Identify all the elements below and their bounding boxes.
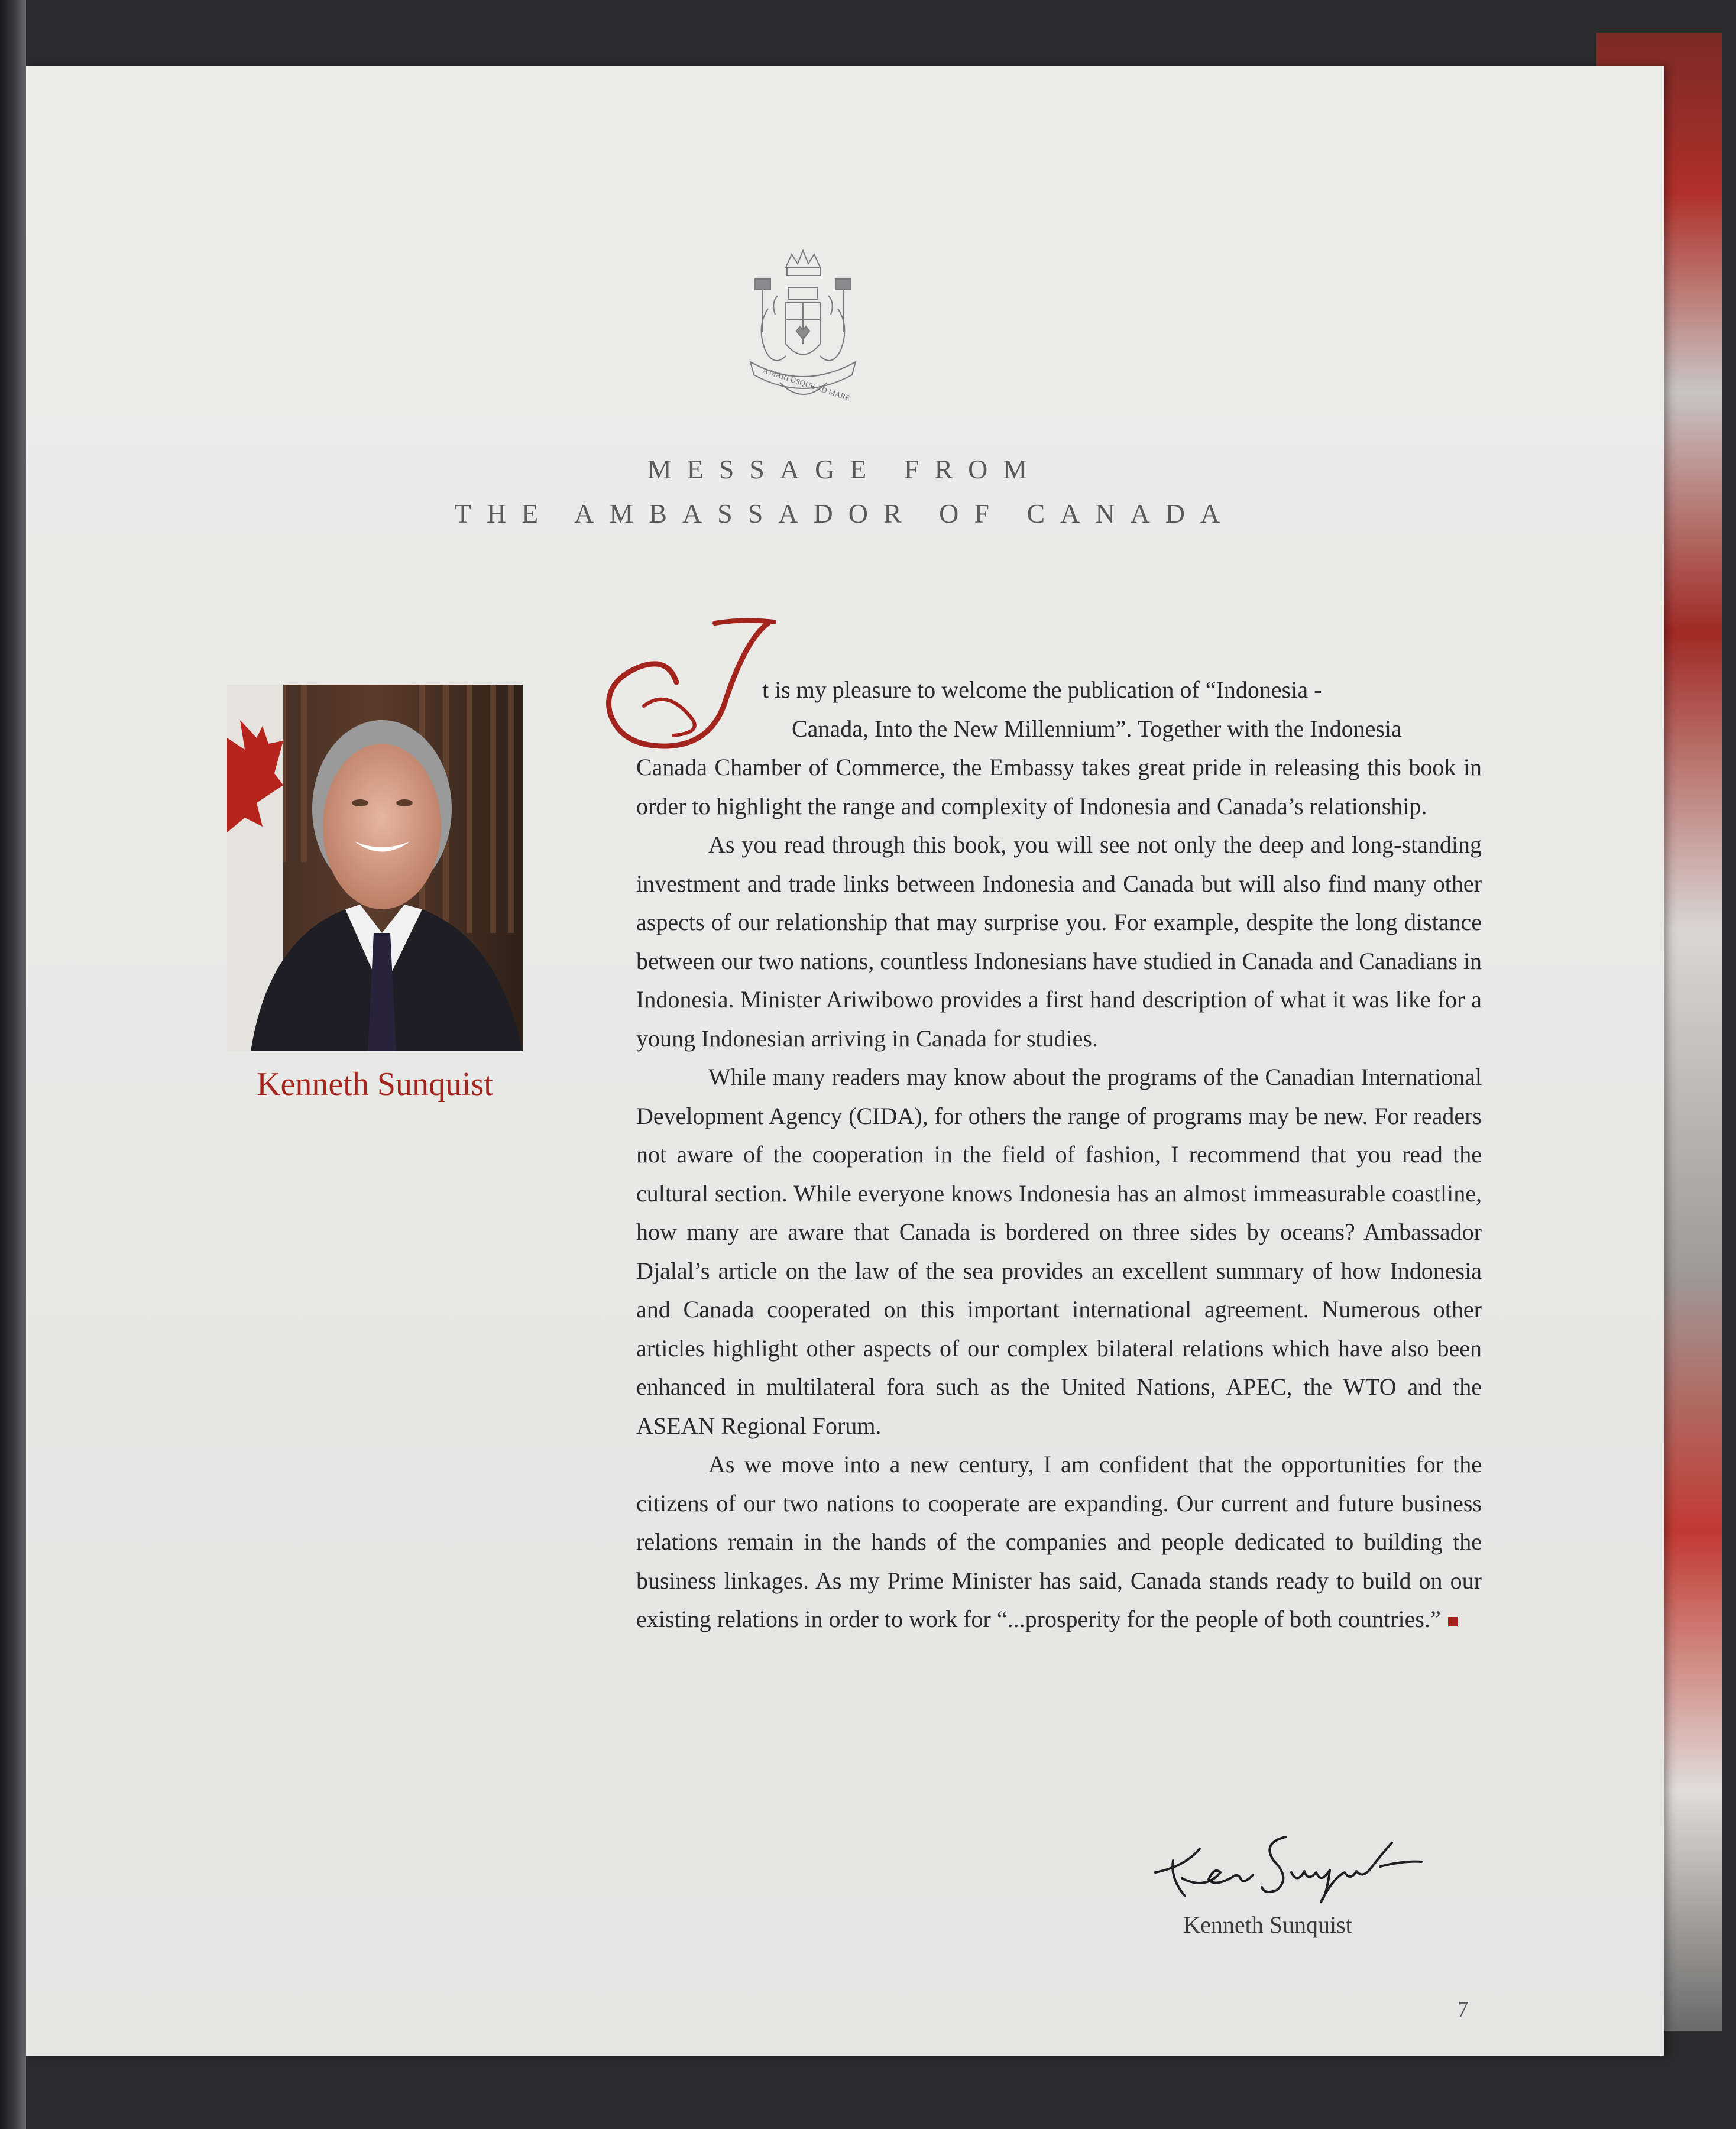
- letter-body: [636, 670, 1482, 1639]
- canada-coat-of-arms-icon: [739, 244, 867, 415]
- end-mark-icon: [1448, 1617, 1458, 1626]
- page-number: 7: [1457, 1997, 1469, 2022]
- book-page: [26, 66, 1664, 2056]
- letter-paragraph-3: While many readers may know about the programs of the Canadian International Development Agency (CIDA), for others the range of programs may be new. For readers not aware of the cooperation in the field of fashion, I recommend that you read the cultural section. While everyone knows Indonesia has an almost immeasurable coastline, how many are aware that Canada is bordered on three sides by oceans? Ambassador Djalal’s article on the law of the sea provides an excellent summary of how Indonesia and Canada cooperated on this important international agreement. Numerous other articles highlight other aspects of our complex bilateral relations which have also been enhanced in multilateral fora such as the United Nations, APEC, the WTO and the ASEAN Regional Forum.: [636, 1064, 1482, 1439]
- book-spine-edge: [0, 0, 26, 2129]
- letter-line-1: t is my pleasure to welcome the publication of “Indonesia -: [762, 676, 1322, 703]
- letter-paragraph-4: [636, 1445, 1482, 1639]
- page-title-line-1: MESSAGE FROM: [647, 454, 1043, 484]
- handwritten-signature: [1149, 1825, 1427, 1914]
- page-title-line-2: THE AMBASSADOR OF CANADA: [454, 498, 1236, 529]
- portrait-caption: Kenneth Sunquist: [257, 1066, 493, 1103]
- ambassador-portrait-photo: [227, 685, 523, 1051]
- letter-paragraph-1: [636, 670, 1482, 825]
- letter-paragraph-2: As you read through this book, you will see not only the deep and long-standing investment and trade links between Indonesia and Canada but will also find many other aspects of our relationship that may surprise you. For example, despite the long distance between our two nations, countless Indonesians have studied in Canada and Canadians in Indonesia. Minister Ariwibowo provides a first hand description of what it was like for a young Indonesian arriving in Canada for studies.: [636, 831, 1482, 1052]
- letter-paragraph-1-rest: Canada Chamber of Commerce, the Embassy takes great pride in releasing this book in order to highlight the range and complexity of Indonesia and Canada’s relationship.: [636, 754, 1482, 819]
- letter-line-2: Canada, Into the New Millennium”. Together with the Indonesia: [792, 715, 1402, 742]
- svg-text:A MARI USQUE AD MARE: A MARI USQUE AD MARE: [762, 365, 851, 403]
- signature-printed-name: Kenneth Sunquist: [1183, 1911, 1352, 1938]
- letter-paragraph-4-text: As we move into a new century, I am confident that the opportunities for the citizens of our two nations to cooperate are expanding. Our current and future business relations remain in the hands of the companies and people dedicated to building the business linkages. As my Prime Minister has said, Canada stands ready to build on our existing relations in order to work for “...prosperity for the people of both countries.”: [636, 1451, 1482, 1632]
